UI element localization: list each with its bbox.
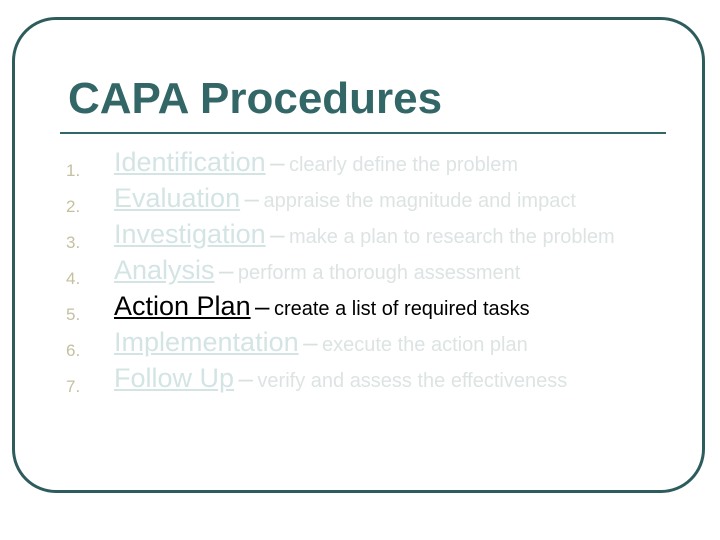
item-description: make a plan to research the problem bbox=[288, 226, 615, 248]
item-dash: – bbox=[238, 363, 253, 393]
procedure-item-action-plan bbox=[66, 291, 666, 324]
item-number: 1. bbox=[66, 161, 81, 180]
item-description: verify and assess the effectiveness bbox=[257, 370, 568, 392]
procedure-item-analysis bbox=[66, 255, 666, 288]
slide-title: CAPA Procedures bbox=[68, 74, 443, 123]
item-number: 5. bbox=[66, 305, 81, 324]
procedure-item-identification bbox=[66, 147, 666, 180]
item-dash: – bbox=[244, 183, 260, 213]
item-term-link[interactable]: Evaluation bbox=[114, 183, 241, 213]
procedure-item-evaluation bbox=[66, 183, 666, 216]
title-divider bbox=[60, 132, 666, 134]
item-dash: – bbox=[219, 255, 234, 285]
item-number: 2. bbox=[66, 197, 81, 216]
item-description: perform a thorough assessment bbox=[237, 262, 521, 284]
item-term-link[interactable]: Investigation bbox=[114, 219, 266, 249]
item-dash: – bbox=[270, 147, 285, 177]
item-dash: – bbox=[255, 291, 270, 321]
item-number: 7. bbox=[66, 377, 81, 396]
item-term-link[interactable]: Action Plan bbox=[114, 291, 251, 321]
item-number: 3. bbox=[66, 233, 81, 252]
procedure-list bbox=[66, 147, 666, 402]
item-term-link[interactable]: Analysis bbox=[114, 255, 215, 285]
item-term-link[interactable]: Implementation bbox=[114, 327, 299, 357]
item-dash: – bbox=[303, 327, 318, 357]
item-term-link[interactable]: Identification bbox=[114, 147, 266, 177]
item-term-link[interactable]: Follow Up bbox=[114, 363, 235, 393]
item-description: execute the action plan bbox=[321, 334, 528, 356]
item-number: 6. bbox=[66, 341, 81, 360]
item-number: 4. bbox=[66, 269, 81, 288]
procedure-item-follow-up bbox=[66, 363, 666, 396]
item-dash: – bbox=[270, 219, 285, 249]
procedure-item-investigation bbox=[66, 219, 666, 252]
procedure-item-implementation bbox=[66, 327, 666, 360]
item-description: appraise the magnitude and impact bbox=[263, 190, 576, 212]
item-description: clearly define the problem bbox=[288, 154, 518, 176]
item-description: create a list of required tasks bbox=[273, 298, 530, 320]
